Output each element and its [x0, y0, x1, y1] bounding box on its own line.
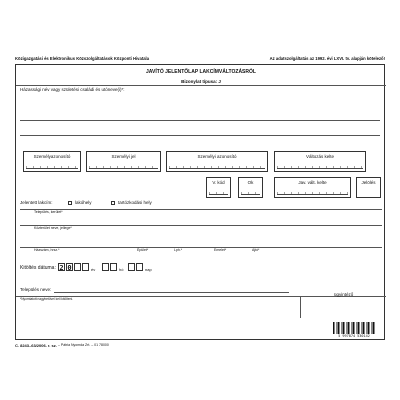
stay-option-label: tartózkodási hely: [118, 200, 152, 205]
personal-code-box[interactable]: [86, 151, 161, 172]
married-name-line[interactable]: [20, 120, 380, 121]
divider: [16, 85, 386, 86]
settlement-line[interactable]: [20, 209, 382, 210]
change-date-box[interactable]: [274, 151, 366, 172]
personal-id-label: Személyazonosító: [33, 153, 71, 159]
correction-date-label: Jav. vált. kelte: [298, 179, 327, 185]
door-label: Ajtó*: [252, 248, 260, 252]
date-digit-2[interactable]: 0: [67, 264, 72, 272]
married-name-line-2[interactable]: [20, 135, 380, 136]
personal-identifier-box[interactable]: [166, 151, 268, 172]
date-digit-1[interactable]: 2: [59, 264, 64, 272]
floor-label: Emelet*: [214, 248, 227, 252]
house-details-line[interactable]: [20, 247, 382, 248]
day-suffix: nap: [145, 267, 152, 272]
residence-checkbox[interactable]: [68, 201, 72, 205]
year-suffix: év: [91, 267, 96, 272]
reason-label: Ok: [247, 179, 254, 185]
settlement-bottom-line[interactable]: [54, 292, 289, 293]
personal-id-box[interactable]: [23, 151, 81, 172]
filling-date-label: Kitöltés dátuma:: [20, 265, 56, 271]
personal-identifier-label: Személyi azonosító: [197, 153, 237, 159]
month-digit-2[interactable]: [110, 263, 117, 271]
obligation-note: Az adatszolgáltatás az 1992. évi LXVI. tv. alapján kötelező!: [269, 56, 385, 61]
personal-code-label: Személyi jel: [111, 153, 136, 159]
form-title: JAVÍTÓ JELENTŐLAP LAKCÍMVÁLTOZÁSRÓL: [146, 69, 256, 75]
settlement-label: Település, kerület*: [34, 210, 63, 214]
barcode: [333, 322, 375, 334]
month-suffix: hó: [119, 267, 124, 272]
day-digit-1[interactable]: [128, 263, 135, 271]
stay-checkbox[interactable]: [111, 201, 115, 205]
v-code-box[interactable]: [206, 177, 231, 198]
clerk-label: ügyintéző: [334, 292, 354, 297]
reported-address-label: Jelentett lakcím:: [20, 200, 53, 205]
change-date-label: Változás kelte: [305, 153, 334, 159]
street-line[interactable]: [20, 225, 382, 226]
staircase-label: Lph.*: [174, 248, 183, 252]
form-subtitle: Bizonylat típusa: J: [181, 79, 221, 84]
reason-box[interactable]: [238, 177, 263, 198]
correction-date-box[interactable]: [274, 177, 351, 198]
married-name-label: Házassági név vagy születési családi és utóneve(i)*:: [20, 87, 125, 92]
clerk-divider: [300, 296, 301, 318]
house-number-label: Házszám, hrsz.*: [34, 248, 60, 252]
building-label: Épület*: [137, 248, 149, 252]
printer-info: – Pátria Nyomda Zrt. – 01 78000: [58, 343, 109, 347]
issuer-name: Közigazgatási és Elektronikus Közszolgáltatások Központi Hivatala: [15, 56, 150, 61]
settlement-bottom-label: Település neve:: [20, 287, 52, 292]
residence-option-label: lakóhely: [75, 200, 92, 205]
footnote: *Nyomtatott nagybetűvel kell kitölteni.: [20, 296, 73, 301]
month-digit-1[interactable]: [102, 263, 109, 271]
marking-label: Jelölés: [361, 179, 376, 185]
day-digit-2[interactable]: [136, 263, 143, 271]
correction-report-form: [15, 64, 385, 340]
form-code: C. 8243–63/2006. r. sz.: [15, 343, 57, 348]
date-digit-3[interactable]: [74, 263, 81, 271]
marking-box[interactable]: [356, 177, 381, 198]
barcode-number: 5 997874 530142: [338, 334, 370, 338]
date-digit-4[interactable]: [82, 263, 89, 271]
v-code-label: V. kód: [212, 179, 225, 185]
street-label: Közterület neve, jellege*: [34, 226, 72, 230]
